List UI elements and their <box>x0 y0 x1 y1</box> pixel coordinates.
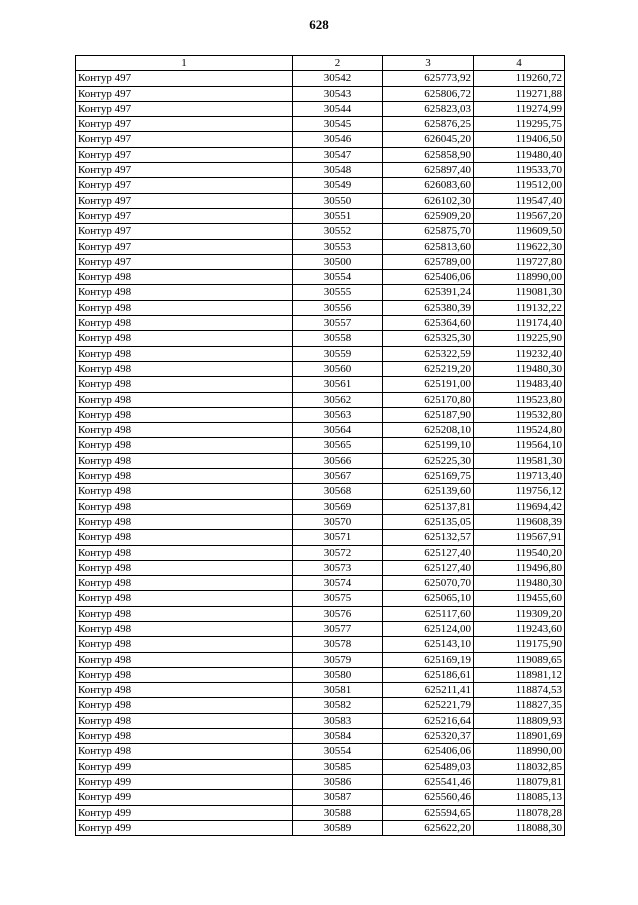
contour-name-cell: Контур 497 <box>76 147 293 162</box>
contour-name-cell: Контур 499 <box>76 774 293 789</box>
point-number-cell: 30583 <box>293 713 383 728</box>
y-coordinate-cell: 118088,30 <box>474 820 565 835</box>
x-coordinate-cell: 625219,20 <box>383 361 474 376</box>
x-coordinate-cell: 625186,61 <box>383 667 474 682</box>
x-coordinate-cell: 625135,05 <box>383 514 474 529</box>
contour-name-cell: Контур 498 <box>76 591 293 606</box>
point-number-cell: 30585 <box>293 759 383 774</box>
table-row <box>76 591 565 606</box>
point-number-cell: 30579 <box>293 652 383 667</box>
table-row <box>76 224 565 239</box>
point-number-cell: 30576 <box>293 606 383 621</box>
point-number-cell: 30565 <box>293 438 383 453</box>
point-number-cell: 30553 <box>293 239 383 254</box>
x-coordinate-cell: 625191,00 <box>383 377 474 392</box>
contour-name-cell: Контур 497 <box>76 71 293 86</box>
contour-name-cell: Контур 499 <box>76 790 293 805</box>
point-number-cell: 30542 <box>293 71 383 86</box>
point-number-cell: 30554 <box>293 270 383 285</box>
y-coordinate-cell: 119406,50 <box>474 132 565 147</box>
x-coordinate-cell: 625876,25 <box>383 117 474 132</box>
table-row <box>76 407 565 422</box>
table-row <box>76 163 565 178</box>
x-coordinate-cell: 625789,00 <box>383 254 474 269</box>
contour-name-cell: Контур 497 <box>76 132 293 147</box>
table-row <box>76 530 565 545</box>
x-coordinate-cell: 625137,81 <box>383 499 474 514</box>
table-row <box>76 239 565 254</box>
y-coordinate-cell: 118809,93 <box>474 713 565 728</box>
x-coordinate-cell: 625406,06 <box>383 270 474 285</box>
table-row <box>76 576 565 591</box>
y-coordinate-cell: 119609,50 <box>474 224 565 239</box>
table-row <box>76 254 565 269</box>
table-row <box>76 698 565 713</box>
x-coordinate-cell: 625169,19 <box>383 652 474 667</box>
x-coordinate-cell: 626083,60 <box>383 178 474 193</box>
x-coordinate-cell: 625364,60 <box>383 316 474 331</box>
contour-name-cell: Контур 498 <box>76 285 293 300</box>
x-coordinate-cell: 625622,20 <box>383 820 474 835</box>
table-row <box>76 820 565 835</box>
y-coordinate-cell: 119622,30 <box>474 239 565 254</box>
x-coordinate-cell: 625211,41 <box>383 683 474 698</box>
x-coordinate-cell: 625117,60 <box>383 606 474 621</box>
x-coordinate-cell: 626045,20 <box>383 132 474 147</box>
point-number-cell: 30577 <box>293 621 383 636</box>
x-coordinate-cell: 625132,57 <box>383 530 474 545</box>
contour-name-cell: Контур 497 <box>76 254 293 269</box>
page-number: 628 <box>309 17 329 32</box>
contour-name-cell: Контур 498 <box>76 300 293 315</box>
x-coordinate-cell: 625813,60 <box>383 239 474 254</box>
point-number-cell: 30558 <box>293 331 383 346</box>
point-number-cell: 30545 <box>293 117 383 132</box>
table-row <box>76 729 565 744</box>
point-number-cell: 30551 <box>293 208 383 223</box>
x-coordinate-cell: 625139,60 <box>383 484 474 499</box>
table-row <box>76 270 565 285</box>
table-row <box>76 377 565 392</box>
point-number-cell: 30543 <box>293 86 383 101</box>
table-row <box>76 331 565 346</box>
y-coordinate-cell: 119081,30 <box>474 285 565 300</box>
table-row <box>76 361 565 376</box>
y-coordinate-cell: 119713,40 <box>474 469 565 484</box>
x-coordinate-cell: 625858,90 <box>383 147 474 162</box>
point-number-cell: 30587 <box>293 790 383 805</box>
point-number-cell: 30550 <box>293 193 383 208</box>
y-coordinate-cell: 118990,00 <box>474 270 565 285</box>
contour-name-cell: Контур 498 <box>76 499 293 514</box>
y-coordinate-cell: 119756,12 <box>474 484 565 499</box>
point-number-cell: 30564 <box>293 423 383 438</box>
y-coordinate-cell: 119480,40 <box>474 147 565 162</box>
x-coordinate-cell: 625065,10 <box>383 591 474 606</box>
contour-name-cell: Контур 498 <box>76 438 293 453</box>
y-coordinate-cell: 119524,80 <box>474 423 565 438</box>
table-row <box>76 667 565 682</box>
contour-name-cell: Контур 498 <box>76 392 293 407</box>
y-coordinate-cell: 119232,40 <box>474 346 565 361</box>
y-coordinate-cell: 119260,72 <box>474 71 565 86</box>
x-coordinate-cell: 625909,20 <box>383 208 474 223</box>
contour-name-cell: Контур 497 <box>76 101 293 116</box>
y-coordinate-cell: 118874,53 <box>474 683 565 698</box>
table-row <box>76 805 565 820</box>
x-coordinate-cell: 625541,46 <box>383 774 474 789</box>
point-number-cell: 30580 <box>293 667 383 682</box>
x-coordinate-cell: 625169,75 <box>383 469 474 484</box>
point-number-cell: 30557 <box>293 316 383 331</box>
table-row <box>76 484 565 499</box>
y-coordinate-cell: 118078,28 <box>474 805 565 820</box>
table-row <box>76 438 565 453</box>
point-number-cell: 30568 <box>293 484 383 499</box>
contour-name-cell: Контур 498 <box>76 698 293 713</box>
table-row <box>76 346 565 361</box>
x-coordinate-cell: 625127,40 <box>383 560 474 575</box>
x-coordinate-cell: 625208,10 <box>383 423 474 438</box>
table-row <box>76 392 565 407</box>
x-coordinate-cell: 625070,70 <box>383 576 474 591</box>
table-header-row <box>76 56 565 71</box>
table-row <box>76 178 565 193</box>
contour-name-cell: Контур 498 <box>76 270 293 285</box>
contour-name-cell: Контур 498 <box>76 652 293 667</box>
y-coordinate-cell: 118079,81 <box>474 774 565 789</box>
table-row <box>76 774 565 789</box>
y-coordinate-cell: 119174,40 <box>474 316 565 331</box>
contour-name-cell: Контур 498 <box>76 484 293 499</box>
point-number-cell: 30578 <box>293 637 383 652</box>
point-number-cell: 30561 <box>293 377 383 392</box>
point-number-cell: 30556 <box>293 300 383 315</box>
contour-name-cell: Контур 498 <box>76 729 293 744</box>
table-row <box>76 300 565 315</box>
x-coordinate-cell: 625325,30 <box>383 331 474 346</box>
point-number-cell: 30562 <box>293 392 383 407</box>
table-row <box>76 469 565 484</box>
y-coordinate-cell: 118981,12 <box>474 667 565 682</box>
y-coordinate-cell: 119274,99 <box>474 101 565 116</box>
x-coordinate-cell: 625773,92 <box>383 71 474 86</box>
point-number-cell: 30567 <box>293 469 383 484</box>
y-coordinate-cell: 119455,60 <box>474 591 565 606</box>
point-number-cell: 30500 <box>293 254 383 269</box>
x-coordinate-cell: 626102,30 <box>383 193 474 208</box>
contour-name-cell: Контур 498 <box>76 713 293 728</box>
point-number-cell: 30566 <box>293 453 383 468</box>
table-row <box>76 285 565 300</box>
y-coordinate-cell: 119271,88 <box>474 86 565 101</box>
x-coordinate-cell: 625322,59 <box>383 346 474 361</box>
column-header-2: 2 <box>293 56 383 71</box>
contour-name-cell: Контур 498 <box>76 407 293 422</box>
y-coordinate-cell: 119295,75 <box>474 117 565 132</box>
column-header-3: 3 <box>383 56 474 71</box>
table-row <box>76 117 565 132</box>
y-coordinate-cell: 119533,70 <box>474 163 565 178</box>
point-number-cell: 30572 <box>293 545 383 560</box>
table-row <box>76 132 565 147</box>
y-coordinate-cell: 119132,22 <box>474 300 565 315</box>
y-coordinate-cell: 119608,39 <box>474 514 565 529</box>
table-row <box>76 193 565 208</box>
y-coordinate-cell: 119694,42 <box>474 499 565 514</box>
point-number-cell: 30569 <box>293 499 383 514</box>
y-coordinate-cell: 119567,91 <box>474 530 565 545</box>
y-coordinate-cell: 119243,60 <box>474 621 565 636</box>
point-number-cell: 30581 <box>293 683 383 698</box>
column-header-1: 1 <box>76 56 293 71</box>
point-number-cell: 30554 <box>293 744 383 759</box>
contour-name-cell: Контур 497 <box>76 117 293 132</box>
point-number-cell: 30586 <box>293 774 383 789</box>
point-number-cell: 30547 <box>293 147 383 162</box>
table-row <box>76 560 565 575</box>
point-number-cell: 30573 <box>293 560 383 575</box>
contour-name-cell: Контур 497 <box>76 178 293 193</box>
contour-name-cell: Контур 498 <box>76 346 293 361</box>
y-coordinate-cell: 118085,13 <box>474 790 565 805</box>
y-coordinate-cell: 119175,90 <box>474 637 565 652</box>
x-coordinate-cell: 625391,24 <box>383 285 474 300</box>
x-coordinate-cell: 625127,40 <box>383 545 474 560</box>
table-row <box>76 499 565 514</box>
y-coordinate-cell: 118827,35 <box>474 698 565 713</box>
contour-name-cell: Контур 498 <box>76 683 293 698</box>
contour-name-cell: Контур 497 <box>76 224 293 239</box>
contour-name-cell: Контур 497 <box>76 239 293 254</box>
x-coordinate-cell: 625170,80 <box>383 392 474 407</box>
point-number-cell: 30563 <box>293 407 383 422</box>
table-row <box>76 652 565 667</box>
x-coordinate-cell: 625124,00 <box>383 621 474 636</box>
x-coordinate-cell: 625320,37 <box>383 729 474 744</box>
table-row <box>76 606 565 621</box>
contour-name-cell: Контур 498 <box>76 530 293 545</box>
x-coordinate-cell: 625875,70 <box>383 224 474 239</box>
contour-name-cell: Контур 498 <box>76 423 293 438</box>
contour-name-cell: Контур 497 <box>76 163 293 178</box>
point-number-cell: 30570 <box>293 514 383 529</box>
y-coordinate-cell: 119496,80 <box>474 560 565 575</box>
x-coordinate-cell: 625594,65 <box>383 805 474 820</box>
contour-name-cell: Контур 498 <box>76 667 293 682</box>
x-coordinate-cell: 625897,40 <box>383 163 474 178</box>
point-number-cell: 30588 <box>293 805 383 820</box>
y-coordinate-cell: 119483,40 <box>474 377 565 392</box>
y-coordinate-cell: 119480,30 <box>474 576 565 591</box>
contour-name-cell: Контур 498 <box>76 361 293 376</box>
contour-name-cell: Контур 498 <box>76 637 293 652</box>
point-number-cell: 30544 <box>293 101 383 116</box>
y-coordinate-cell: 119564,10 <box>474 438 565 453</box>
table-row <box>76 71 565 86</box>
y-coordinate-cell: 119547,40 <box>474 193 565 208</box>
y-coordinate-cell: 119089,65 <box>474 652 565 667</box>
contour-name-cell: Контур 498 <box>76 331 293 346</box>
y-coordinate-cell: 119523,80 <box>474 392 565 407</box>
x-coordinate-cell: 625225,30 <box>383 453 474 468</box>
contour-name-cell: Контур 498 <box>76 316 293 331</box>
y-coordinate-cell: 119480,30 <box>474 361 565 376</box>
contour-name-cell: Контур 499 <box>76 805 293 820</box>
table-row <box>76 637 565 652</box>
x-coordinate-cell: 625216,64 <box>383 713 474 728</box>
y-coordinate-cell: 119727,80 <box>474 254 565 269</box>
x-coordinate-cell: 625806,72 <box>383 86 474 101</box>
table-row <box>76 713 565 728</box>
point-number-cell: 30548 <box>293 163 383 178</box>
point-number-cell: 30552 <box>293 224 383 239</box>
table-row <box>76 316 565 331</box>
point-number-cell: 30555 <box>293 285 383 300</box>
point-number-cell: 30584 <box>293 729 383 744</box>
table-row <box>76 621 565 636</box>
y-coordinate-cell: 119309,20 <box>474 606 565 621</box>
point-number-cell: 30589 <box>293 820 383 835</box>
table-row <box>76 683 565 698</box>
contour-name-cell: Контур 499 <box>76 759 293 774</box>
y-coordinate-cell: 118990,00 <box>474 744 565 759</box>
x-coordinate-cell: 625199,10 <box>383 438 474 453</box>
y-coordinate-cell: 118901,69 <box>474 729 565 744</box>
contour-name-cell: Контур 498 <box>76 576 293 591</box>
x-coordinate-cell: 625406,06 <box>383 744 474 759</box>
point-number-cell: 30560 <box>293 361 383 376</box>
table-row <box>76 744 565 759</box>
contour-name-cell: Контур 498 <box>76 606 293 621</box>
x-coordinate-cell: 625489,03 <box>383 759 474 774</box>
x-coordinate-cell: 625380,39 <box>383 300 474 315</box>
x-coordinate-cell: 625221,79 <box>383 698 474 713</box>
point-number-cell: 30559 <box>293 346 383 361</box>
y-coordinate-cell: 119532,80 <box>474 407 565 422</box>
table-row <box>76 208 565 223</box>
x-coordinate-cell: 625187,90 <box>383 407 474 422</box>
point-number-cell: 30546 <box>293 132 383 147</box>
point-number-cell: 30571 <box>293 530 383 545</box>
contour-name-cell: Контур 497 <box>76 86 293 101</box>
contour-name-cell: Контур 499 <box>76 820 293 835</box>
contour-name-cell: Контур 497 <box>76 193 293 208</box>
x-coordinate-cell: 625143,10 <box>383 637 474 652</box>
contour-name-cell: Контур 498 <box>76 560 293 575</box>
table-row <box>76 423 565 438</box>
x-coordinate-cell: 625823,03 <box>383 101 474 116</box>
table-row <box>76 86 565 101</box>
point-number-cell: 30549 <box>293 178 383 193</box>
y-coordinate-cell: 119581,30 <box>474 453 565 468</box>
coordinates-table <box>75 55 565 836</box>
column-header-4: 4 <box>474 56 565 71</box>
contour-name-cell: Контур 497 <box>76 208 293 223</box>
y-coordinate-cell: 119512,00 <box>474 178 565 193</box>
table-row <box>76 545 565 560</box>
y-coordinate-cell: 119540,20 <box>474 545 565 560</box>
x-coordinate-cell: 625560,46 <box>383 790 474 805</box>
table-row <box>76 790 565 805</box>
table-row <box>76 759 565 774</box>
y-coordinate-cell: 119225,90 <box>474 331 565 346</box>
point-number-cell: 30575 <box>293 591 383 606</box>
point-number-cell: 30582 <box>293 698 383 713</box>
y-coordinate-cell: 118032,85 <box>474 759 565 774</box>
table-row <box>76 147 565 162</box>
contour-name-cell: Контур 498 <box>76 377 293 392</box>
table-row <box>76 514 565 529</box>
contour-name-cell: Контур 498 <box>76 514 293 529</box>
contour-name-cell: Контур 498 <box>76 469 293 484</box>
table-row <box>76 453 565 468</box>
point-number-cell: 30574 <box>293 576 383 591</box>
contour-name-cell: Контур 498 <box>76 453 293 468</box>
contour-name-cell: Контур 498 <box>76 621 293 636</box>
contour-name-cell: Контур 498 <box>76 744 293 759</box>
table-row <box>76 101 565 116</box>
contour-name-cell: Контур 498 <box>76 545 293 560</box>
y-coordinate-cell: 119567,20 <box>474 208 565 223</box>
